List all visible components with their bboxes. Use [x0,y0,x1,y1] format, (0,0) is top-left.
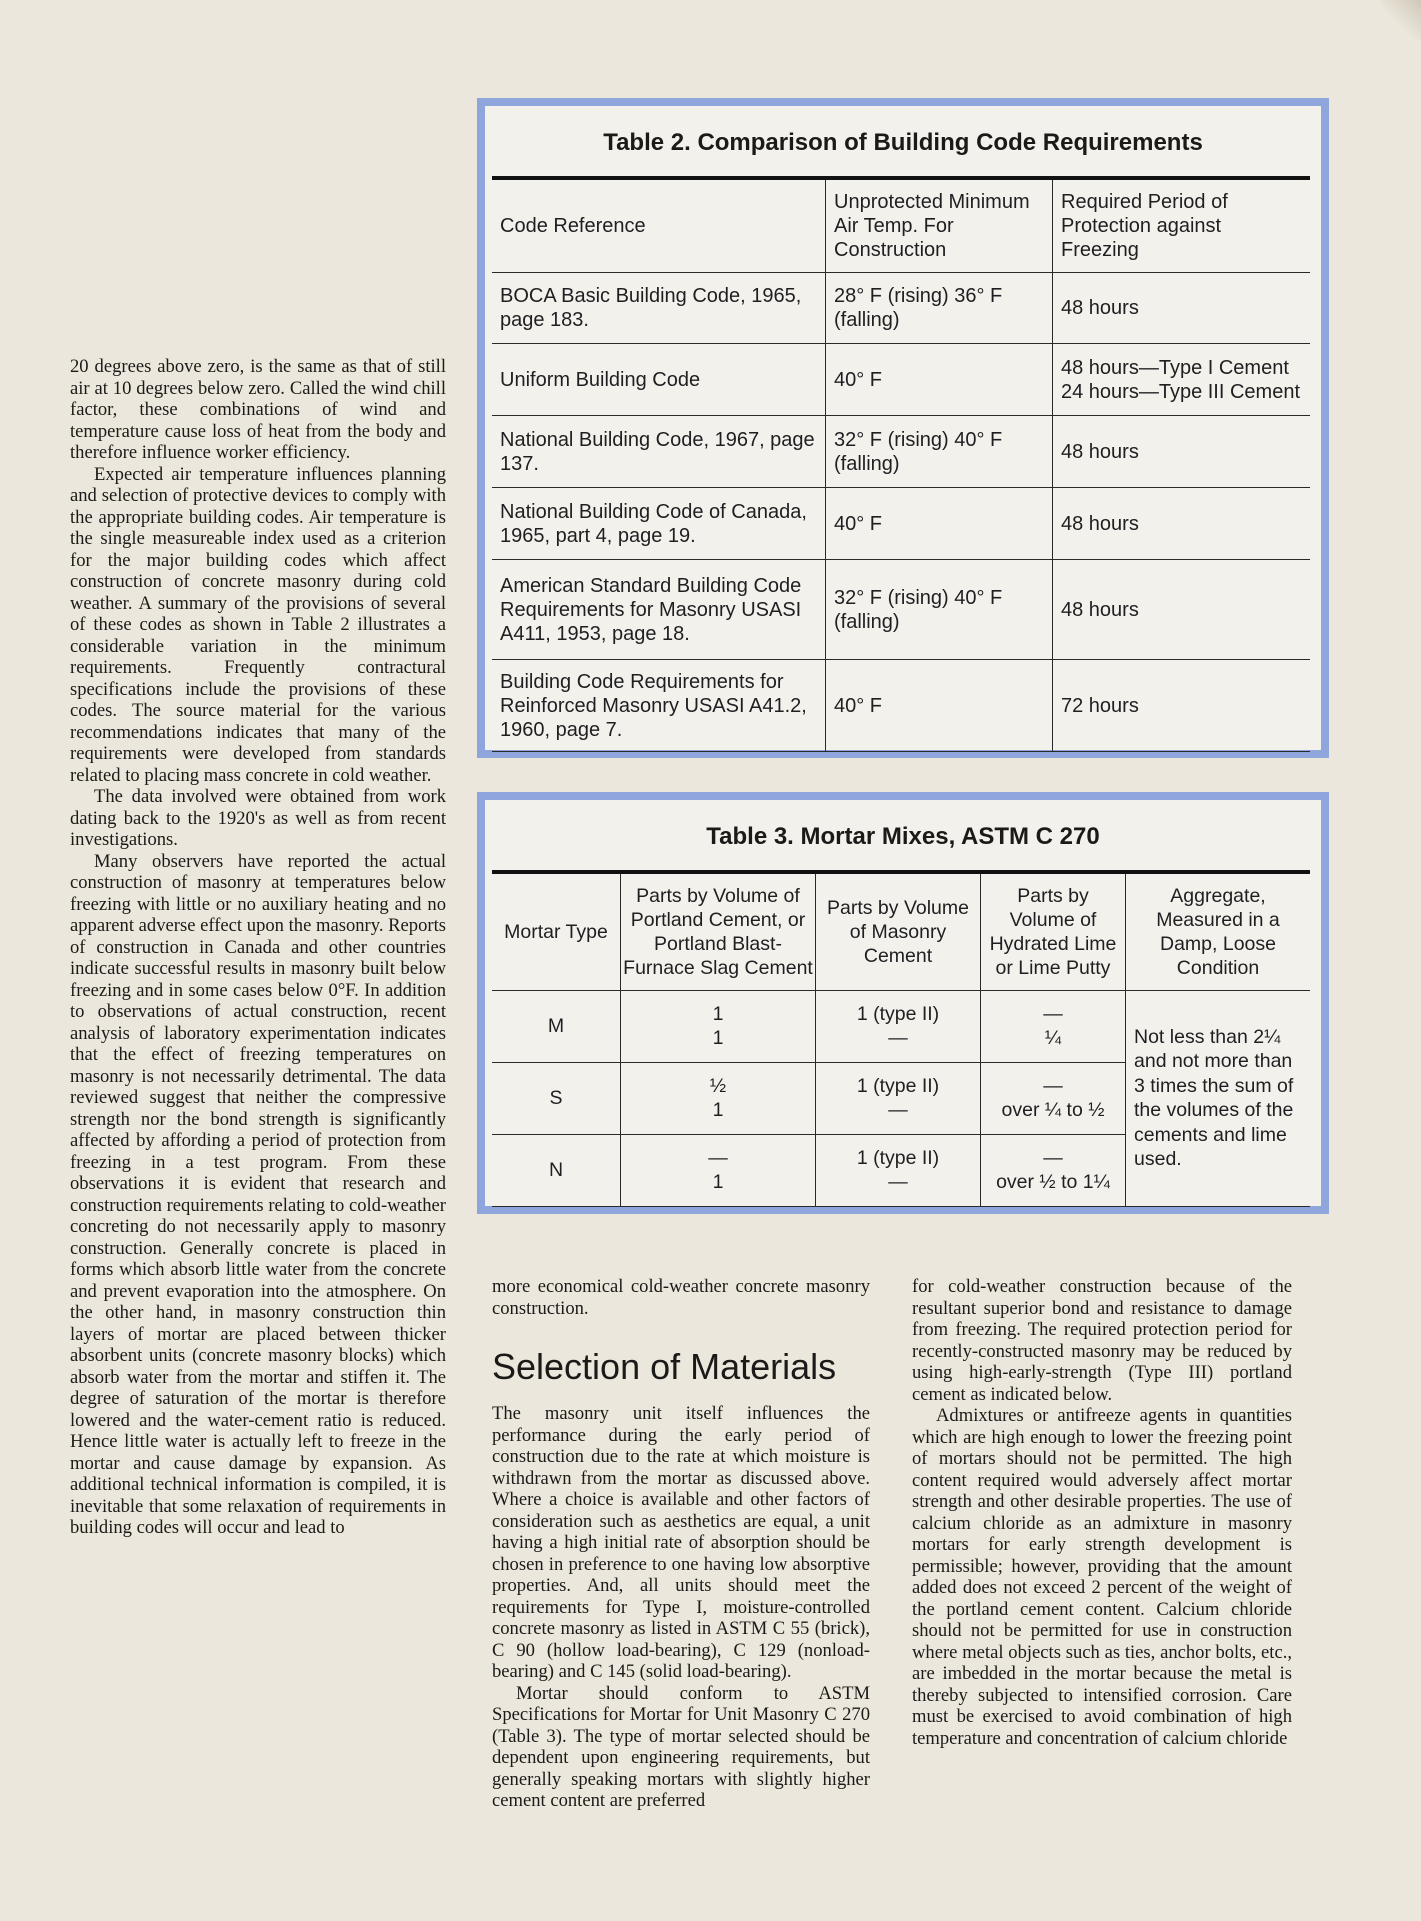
masonry-value: — [888,1099,908,1121]
masonry-cell [816,990,981,1062]
lime-value: — [1043,1075,1063,1097]
table-2-box [477,98,1329,758]
paragraph: 20 degrees above zero, is the same as that of still air at 10 degrees below zero. Called the wind chill factor, these combinations of wind and temperature cause loss of heat from the body and therefore influence worker efficiency. [70,356,446,463]
portland-value: 1 [712,1027,724,1049]
page-corner [1381,0,1421,40]
period-cell: 48 hours [1053,273,1311,344]
table-row [492,273,1310,344]
lime-value: — [1043,1147,1063,1169]
temp-cell: 40° F [826,488,1053,560]
lime-value: over ¼ to ½ [1001,1099,1105,1121]
table-3-title: Table 3. Mortar Mixes, ASTM C 270 [706,823,1100,850]
table-header-row [492,872,1310,990]
table-row [492,416,1310,488]
portland-value: 1 [712,1099,724,1121]
mortar-type-cell: N [492,1134,621,1206]
table-2-title: Table 2. Comparison of Building Code Requirements [603,129,1203,156]
paragraph: for cold-weather construction because of the resultant superior bond and resistance to damage from freezing. The required protection period for recently-constructed masonry may be reduced by using high-early-strength (Type III) portland cement as indicated below. [912,1276,1292,1405]
portland-cell [621,1134,816,1206]
lime-value: — [1043,1003,1063,1025]
header-hydrated-lime: Parts by Volume of Hydrated Lime or Lime Putty [981,872,1126,990]
header-mortar-type: Mortar Type [492,872,621,990]
header-masonry-cement: Parts by Volume of Masonry Cement [816,872,981,990]
period-cell: 72 hours [1053,660,1311,752]
masonry-cell [816,1134,981,1206]
header-min-air-temp: Unprotected Minimum Air Temp. For Construction [826,178,1053,273]
table-row [492,560,1310,660]
lime-cell [981,1134,1126,1206]
right-text-column [912,1276,1292,1749]
table-row [492,660,1310,752]
temp-cell: 40° F [826,344,1053,416]
portland-cell [621,1062,816,1134]
masonry-value: 1 (type II) [856,1075,940,1097]
period-cell: 48 hours [1053,416,1311,488]
period-cell: 48 hours [1053,488,1311,560]
temp-cell: 40° F [826,660,1053,752]
paragraph: The data involved were obtained from work dating back to the 1920's as well as from recent investigations. [70,786,446,850]
temp-cell: 32° F (rising) 40° F (falling) [826,560,1053,660]
middle-text-column [492,1276,870,1812]
section-heading: Selection of Materials [492,1346,837,1387]
code-cell: Building Code Requirements for Reinforced Masonry USASI A41.2, 1960, page 7. [492,660,826,752]
table-3 [492,870,1310,1207]
lime-value: ¼ [1044,1027,1062,1049]
masonry-value: — [888,1027,908,1049]
table-header-row [492,178,1310,273]
code-cell: American Standard Building Code Requirements for Masonry USASI A411, 1953, page 18. [492,560,826,660]
table-2 [492,176,1310,752]
portland-value: 1 [712,1003,724,1025]
masonry-value: — [888,1171,908,1193]
paragraph: Expected air temperature influences planning and selection of protective devices to comply with the appropriate building codes. Air temperature is the single measureable index used as a criterion for the major building codes which affect construction of concrete masonry during cold weather. A summary of the provisions of several of these codes as shown in Table 2 illustrates a considerable variation in the minimum requirements. Frequently contractural specifications include the provisions of these codes. The source material for the various recommendations indicates that many of the requirements were developed from standards related to placing mass concrete in cold weather. [70,463,446,786]
masonry-value: 1 (type II) [856,1003,940,1025]
aggregate-cell: Not less than 2¼ and not more than 3 times the sum of the volumes of the cements and lime used. [1126,990,1311,1206]
table-row [492,344,1310,416]
left-text-column [70,356,446,1539]
masonry-value: 1 (type II) [856,1147,940,1169]
table-3-box [477,792,1329,1214]
header-code-reference: Code Reference [492,178,826,273]
header-aggregate: Aggregate, Measured in a Damp, Loose Condition [1126,872,1311,990]
temp-cell: 32° F (rising) 40° F (falling) [826,416,1053,488]
portland-value: — [708,1147,728,1169]
paragraph: Admixtures or antifreeze agents in quantities which are high enough to lower the freezing point of mortars should not be permitted. The high content required would adversely affect mortar strength and other desirable properties. The use of calcium chloride as an admixture in masonry mortars for early strength development is permissible; however, providing that the amount added does not exceed 2 percent of the weight of the portland cement content. Calcium chloride should not be permitted for use in construction where metal objects such as ties, anchor bolts, etc., are imbedded in the mortar because the metal is thereby subjected to intensified corrosion. Care must be exercised to avoid combination of high temperature and concentration of calcium chloride [912,1405,1292,1749]
portland-value: ½ [709,1075,727,1097]
paragraph: Many observers have reported the actual construction of masonry at temperatures below freezing with little or no auxiliary heating and no apparent adverse effect upon the masonry. Reports of construction in Canada and other countries indicate successful results in masonry built below freezing and in some cases below 0°F. In addition to observations of actual construction, recent analysis of laboratory experimentation indicates that the effect of freezing temperatures on masonry is not necessarily detrimental. The data reviewed suggest that neither the compressive strength nor the bond strength is significantly affected by affording a period of protection from freezing in a test program. From these observations it is evident that research and construction requirements relating to cold-weather concreting do not necessarily apply to masonry construction. Generally concrete is placed in forms which absorb little water from the concrete and prevent evaporation into the atmosphere. On the other hand, in masonry construction thin layers of mortar are placed between thicker absorbent units (concrete masonry blocks) which absorb water from the mortar and stiffen it. The degree of saturation of the mortar is therefore lowered and the water-cement ratio is reduced. Hence little water is actually left to freeze in the mortar and cause damage by expansion. As additional technical information is compiled, it is inevitable that some relaxation of requirements in building codes will occur and lead to [70,850,446,1538]
paragraph: The masonry unit itself influences the performance during the early period of construction due to the rate at which moisture is withdrawn from the mortar as discussed above. Where a choice is available and other factors of consideration such as aesthetics are equal, a unit having a high initial rate of absorption should be chosen in preference to one having low absorptive properties. And, all units should meet the requirements for Type I, moisture-controlled concrete masonry as listed in ASTM C 55 (brick), C 90 (hollow load-bearing), C 129 (nonload-bearing) and C 145 (solid load-bearing). [492,1403,870,1682]
header-portland-cement: Parts by Volume of Portland Cement, or Portland Blast-Furnace Slag Cement [621,872,816,990]
paragraph: more economical cold-weather concrete masonry construction. [492,1276,870,1319]
period-cell: 48 hours—Type I Cement 24 hours—Type III Cement [1053,344,1311,416]
code-cell: National Building Code, 1967, page 137. [492,416,826,488]
table-row [492,488,1310,560]
header-protection-period: Required Period of Protection against Freezing [1053,178,1311,273]
code-cell: BOCA Basic Building Code, 1965, page 183. [492,273,826,344]
portland-value: 1 [712,1171,724,1193]
paragraph: Mortar should conform to ASTM Specifications for Mortar for Unit Masonry C 270 (Table 3). The type of mortar selected should be dependent upon engineering requirements, but generally speaking mortars with slightly higher cement content are preferred [492,1682,870,1811]
table-row [492,990,1310,1062]
lime-value: over ½ to 1¼ [996,1171,1110,1193]
lime-cell [981,1062,1126,1134]
mortar-type-cell: S [492,1062,621,1134]
code-cell: National Building Code of Canada, 1965, part 4, page 19. [492,488,826,560]
masonry-cell [816,1062,981,1134]
portland-cell [621,990,816,1062]
period-cell: 48 hours [1053,560,1311,660]
temp-cell: 28° F (rising) 36° F (falling) [826,273,1053,344]
lime-cell [981,990,1126,1062]
mortar-type-cell: M [492,990,621,1062]
code-cell: Uniform Building Code [492,344,826,416]
